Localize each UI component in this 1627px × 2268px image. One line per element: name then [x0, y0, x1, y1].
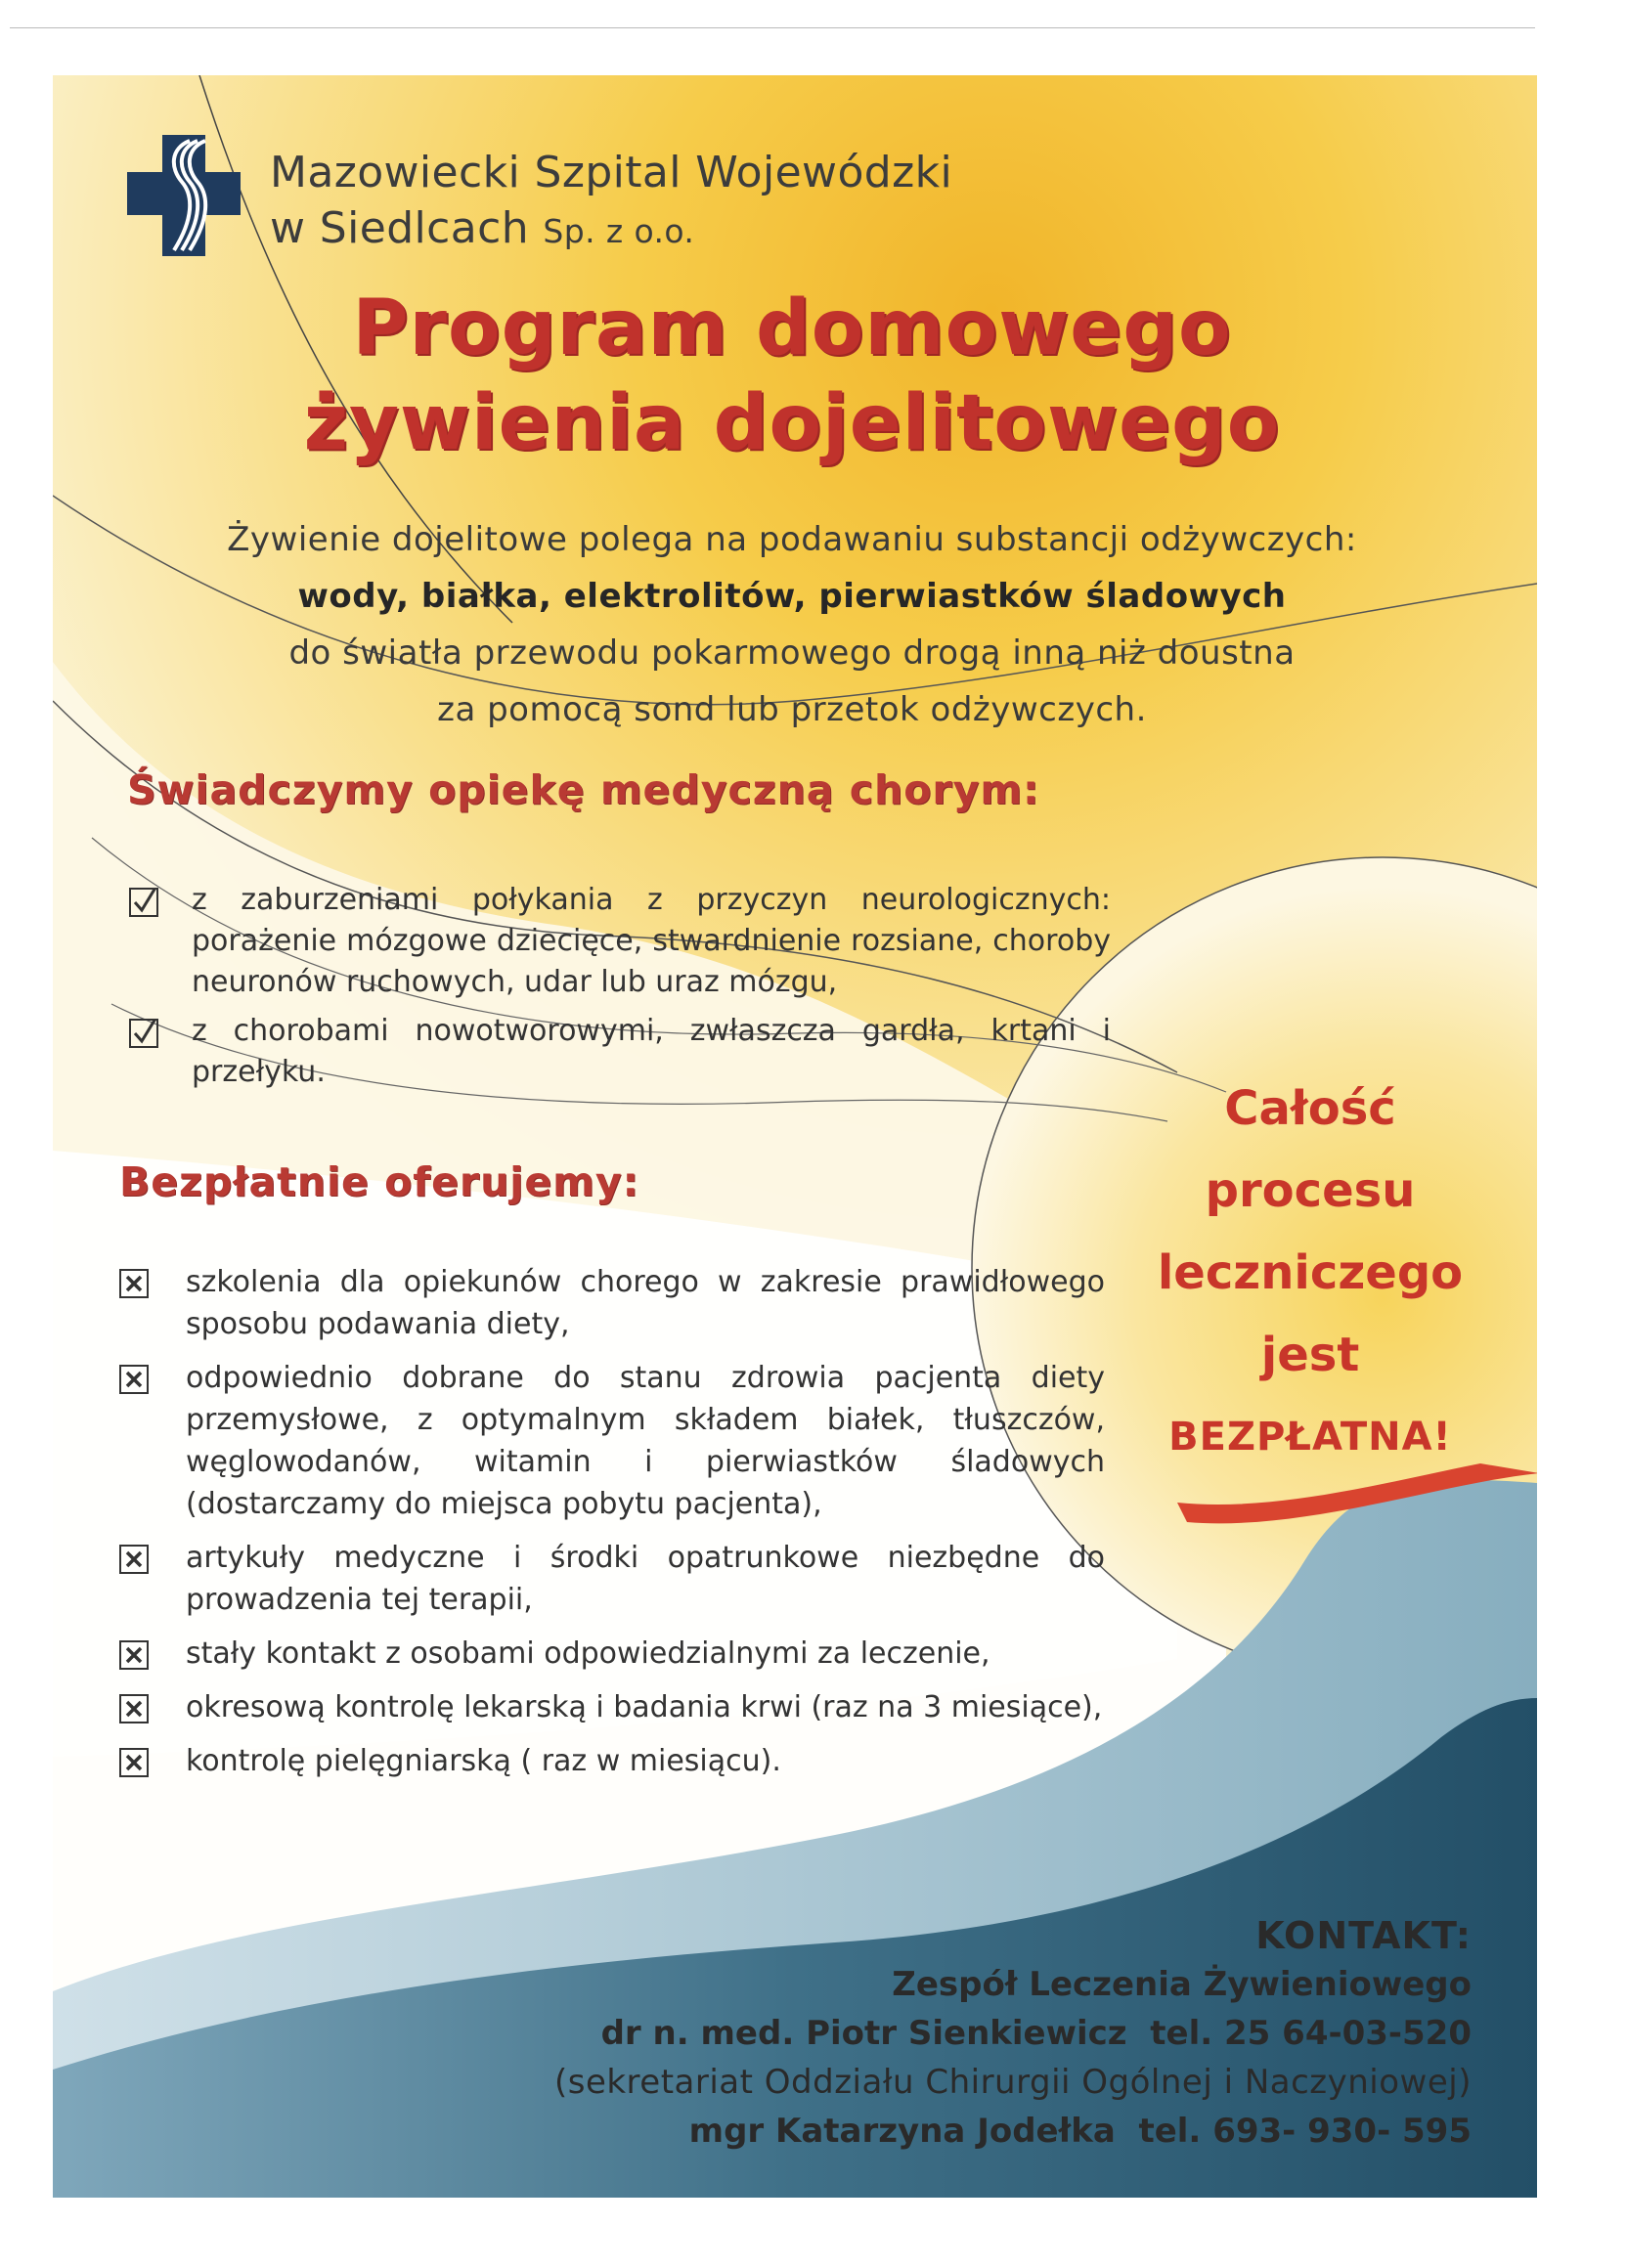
care-item-text: z chorobami nowotworowymi, zwłaszcza gardła, krtani i przełyku.: [192, 1014, 1111, 1089]
free-item-text: odpowiednio dobrane do stanu zdrowia pacjenta diety przemysłowe, z optymalnym składem białek, tłuszczów, węglowodanów, witamin i pierwiastków śladowych (dostarczamy do miejsca pobytu pacjenta),: [186, 1361, 1105, 1521]
list-item: [119, 1537, 1107, 1621]
x-box-icon: [119, 1748, 149, 1777]
poster-title: [235, 282, 1349, 471]
list-item: [119, 1357, 1107, 1525]
callout-line5: BEZPŁATNA!: [1168, 1415, 1452, 1460]
x-box-icon: [119, 1545, 149, 1574]
hospital-name-line1: Mazowiecki Szpital Wojewódzki: [270, 148, 953, 197]
hospital-suffix: Sp. z o.o.: [543, 212, 695, 250]
contact-nurse-phone: tel. 693- 930- 595: [1138, 2112, 1472, 2151]
intro-line3: do światła przewodu pokarmowego drogą inną niż doustna: [288, 633, 1296, 673]
callout-line1: Całość: [1224, 1081, 1396, 1136]
list-item: [119, 1740, 1107, 1782]
free-item-text: artykuły medyczne i środki opatrunkowe niezbędne do prowadzenia tej terapii,: [186, 1541, 1105, 1617]
contact-team: Zespół Leczenia Żywieniowego: [892, 1965, 1472, 2004]
hospital-city: w Siedlcach: [270, 203, 529, 253]
list-item: [129, 880, 1117, 1003]
contact-doctor: dr n. med. Piotr Sienkiewicz: [600, 2014, 1127, 2053]
hospital-name: [270, 145, 952, 259]
free-item-text: okresową kontrolę lekarską i badania krwi (raz na 3 miesiące),: [186, 1690, 1103, 1724]
care-heading: Świadczymy opiekę medyczną chorym:: [127, 766, 1040, 813]
x-box-icon: [119, 1694, 149, 1723]
contact-header: KONTAKT:: [1255, 1914, 1472, 1957]
contact-doctor-phone: tel. 25 64-03-520: [1150, 2014, 1472, 2053]
intro-emphasis: wody, białka, elektrolitów, pierwiastków śladowych: [297, 577, 1287, 616]
intro-line1: Żywienie dojelitowe polega na podawaniu substancji odżywczych:: [227, 520, 1357, 559]
contact-block: [411, 1911, 1472, 2156]
contact-secretariat: (sekretariat Oddziału Chirurgii Ogólnej i Naczyniowej): [553, 2063, 1472, 2102]
checkmark-icon: [129, 1019, 158, 1048]
callout-line4: jest: [1260, 1328, 1360, 1382]
list-item: [129, 1011, 1117, 1093]
free-item-text: kontrolę pielęgniarską ( raz w miesiącu).: [186, 1744, 781, 1778]
x-box-icon: [119, 1269, 149, 1298]
contact-doctor-line: [411, 2009, 1472, 2058]
intro-line2: [156, 568, 1428, 625]
x-box-icon: [119, 1365, 149, 1394]
scan-top-rule: [10, 27, 1535, 28]
care-list: [129, 880, 1117, 1101]
free-offer-heading: Bezpłatnie oferujemy:: [119, 1158, 639, 1205]
contact-nurse: mgr Katarzyna Jodełka: [688, 2112, 1116, 2151]
list-item: [119, 1261, 1107, 1345]
intro-paragraph: [156, 511, 1428, 738]
x-box-icon: [119, 1640, 149, 1670]
intro-line4: za pomocą sond lub przetok odżywczych.: [437, 690, 1147, 729]
hospital-name-line2: [270, 200, 952, 259]
title-line2: żywienia dojelitowego: [303, 379, 1281, 467]
list-item: [119, 1633, 1107, 1675]
title-line1: Program domowego: [352, 284, 1232, 372]
free-treatment-callout: [1124, 1068, 1496, 1478]
free-offer-list: [119, 1261, 1107, 1794]
checkmark-icon: [129, 888, 158, 917]
free-item-text: szkolenia dla opiekunów chorego w zakresie prawidłowego sposobu podawania diety,: [186, 1265, 1105, 1341]
care-item-text: z zaburzeniami połykania z przyczyn neurologicznych: porażenie mózgowe dziecięce, stwardnienie rozsiane, choroby neuronów ruchowych, udar lub uraz mózgu,: [192, 883, 1111, 999]
hospital-logo-icon: [127, 135, 241, 256]
free-item-text: stały kontakt z osobami odpowiedzialnymi za leczenie,: [186, 1636, 990, 1671]
callout-line3: leczniczego: [1157, 1245, 1464, 1300]
list-item: [119, 1686, 1107, 1728]
callout-line2: procesu: [1205, 1163, 1416, 1218]
contact-nurse-line: [411, 2107, 1472, 2156]
